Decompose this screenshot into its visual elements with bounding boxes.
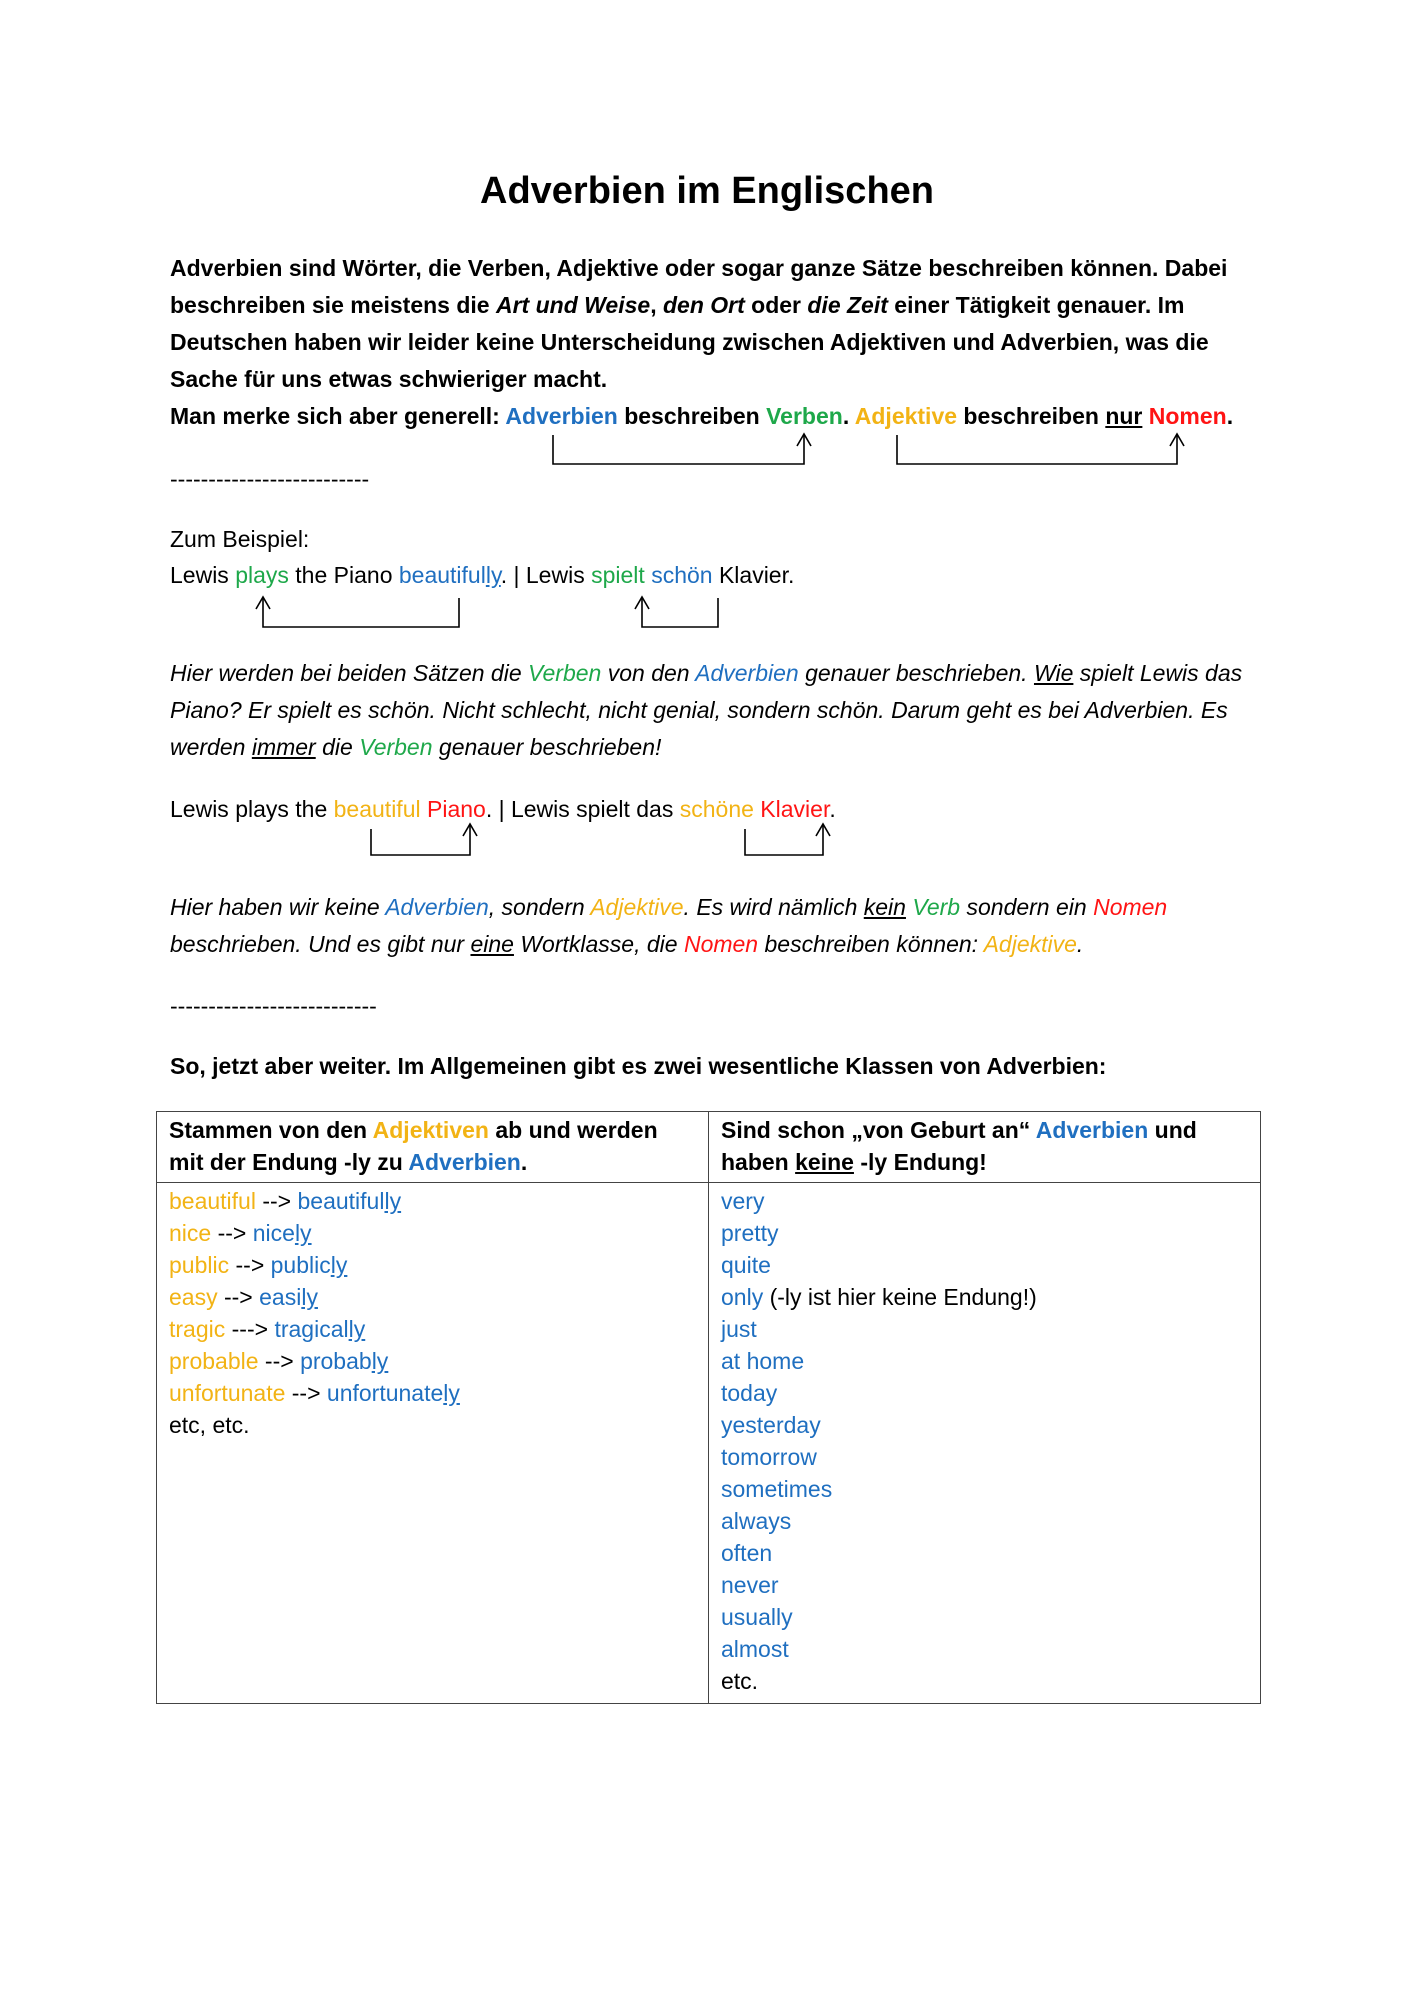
intro-text: oder: [744, 292, 808, 318]
ex2-piano: Piano: [427, 796, 486, 822]
arrow-text: -->: [211, 1220, 253, 1246]
exp2-text: , sondern: [488, 894, 591, 920]
intro-text: einer Tätigkeit genauer. Im Deutschen haben wir leider keine Unterscheidung zwischen Adjektiven und Adverbien, was die Sache für uns etwas schwieriger macht.: [170, 292, 1209, 392]
exp1-text: spielt Lewis das Piano? Er spielt es schön. Nicht schlecht, nicht genial, sondern schön. Darum geht es bei Adverbien. Es werden: [170, 660, 1243, 760]
exp2-text: .: [1076, 931, 1084, 957]
arrow-text: --->: [225, 1316, 275, 1342]
natural-adverb-row: [721, 1505, 1248, 1537]
arrow-text: -->: [255, 1188, 298, 1214]
exp1-text: von den: [601, 660, 696, 686]
ex2-beautiful: beautiful: [333, 796, 421, 822]
explanation-2: [170, 889, 1260, 963]
natural-adverb-row: [721, 1345, 1248, 1377]
transition-sentence: So, jetzt aber weiter. Im Allgemeinen gibt es zwei wesentliche Klassen von Adverbien:: [170, 1053, 1107, 1079]
natural-adverb-row: [721, 1633, 1248, 1665]
rule-nomen: Nomen: [1148, 403, 1227, 429]
derived-adverb-row: [169, 1345, 696, 1377]
adverb-word: [274, 1316, 365, 1342]
arrow-text: -->: [229, 1252, 271, 1278]
adjective-word: public: [169, 1252, 230, 1278]
ex2-schoene: schöne: [679, 796, 754, 822]
page-title: Adverbien im Englischen: [480, 170, 934, 212]
exp2-text: beschrieben. Und es gibt nur: [170, 931, 471, 957]
adverb-word: sometimes: [721, 1476, 833, 1502]
adverb-word: usually: [721, 1604, 793, 1630]
derived-adverb-row: [169, 1249, 696, 1281]
header-adjektiven: Adjektiven: [372, 1117, 489, 1143]
ex1-text: the Piano: [288, 562, 399, 588]
adverb-word: [298, 1188, 402, 1214]
adverb-word: always: [721, 1508, 792, 1534]
exp1-immer: immer: [251, 734, 316, 760]
arrow-schoene-klavier: [745, 824, 823, 855]
adverb-word: [271, 1252, 348, 1278]
adverb-stem: public: [270, 1252, 331, 1278]
exp2-text: beschreiben können:: [758, 931, 984, 957]
natural-adverb-row: [721, 1249, 1248, 1281]
rule-adjektive: Adjektive: [854, 403, 958, 429]
exp2-adjektive: Adjektive: [590, 894, 684, 920]
adverb-stem: probab: [300, 1348, 372, 1374]
adverb-word: tomorrow: [721, 1444, 817, 1470]
derived-adverb-row: [169, 1281, 696, 1313]
ly-suffix: ly: [371, 1348, 389, 1374]
intro-paragraph: [170, 250, 1260, 435]
ex1-text: Lewis: [170, 562, 236, 588]
ex2-klavier: Klavier: [760, 796, 830, 822]
exp2-nomen-2: Nomen: [683, 931, 759, 957]
adverb-word: almost: [721, 1636, 789, 1662]
header-text: ab und werden mit der Endung -ly zu: [169, 1117, 658, 1175]
derived-adverb-row: [169, 1217, 696, 1249]
adjective-word: beautiful: [169, 1188, 256, 1214]
exp2-kein: kein: [863, 894, 906, 920]
rule-text: .: [1226, 403, 1234, 429]
example-label: Zum Beispiel:: [170, 526, 310, 552]
natural-adverb-row: [721, 1473, 1248, 1505]
exp1-adverbien: Adverbien: [695, 660, 799, 686]
intro-text: ,: [650, 292, 663, 318]
adverb-stem: beautiful: [297, 1188, 385, 1214]
ly-suffix: ly: [330, 1252, 348, 1278]
natural-adverb-row: [721, 1537, 1248, 1569]
rule-prefix: Man merke sich aber generell:: [170, 403, 506, 429]
exp1-text: die: [315, 734, 360, 760]
derived-adverb-row: [169, 1185, 696, 1217]
rule-text: .: [842, 403, 855, 429]
adverb-word: [327, 1380, 460, 1406]
natural-adverb-row: [721, 1601, 1248, 1633]
adverb-stem: unfortunate: [326, 1380, 444, 1406]
exp2-verb: Verb: [912, 894, 961, 920]
natural-adverb-row: [721, 1313, 1248, 1345]
intro-die-zeit: die Zeit: [807, 292, 888, 318]
adjective-word: easy: [169, 1284, 218, 1310]
arrow-schoen-spielt: [642, 597, 718, 627]
ex1-schoen: schön: [651, 562, 713, 588]
arrow-head: [635, 597, 649, 609]
exp2-adjektive-2: Adjektive: [983, 931, 1077, 957]
header-adverbien: Adverbien: [1035, 1117, 1149, 1143]
ex1-spielt: spielt: [591, 562, 645, 588]
ex2-text: .: [829, 796, 836, 822]
arrow-beautiful-piano: [371, 824, 470, 855]
header-adverbien: Adverbien: [408, 1149, 521, 1175]
natural-adverb-row: [721, 1185, 1248, 1217]
adverb-word: yesterday: [721, 1412, 821, 1438]
ex1-ly-suffix: ly: [485, 562, 501, 588]
adverb-word: [300, 1348, 388, 1374]
ly-suffix: ly: [301, 1284, 318, 1310]
adverb-word: never: [721, 1572, 779, 1598]
arrow-adjektive-nomen: [897, 434, 1177, 464]
arrow-adverbien-verben: [553, 434, 804, 464]
adverb-stem: tragical: [274, 1316, 349, 1342]
rule-adverbien: Adverbien: [505, 403, 618, 429]
adverb-word: [259, 1284, 318, 1310]
ly-suffix: ly: [294, 1220, 312, 1246]
adjective-word: tragic: [169, 1316, 226, 1342]
adverb-word: only: [721, 1284, 764, 1310]
ex2-text: Lewis plays the: [170, 796, 334, 822]
natural-adverb-row: [721, 1377, 1248, 1409]
natural-adverb-row: [721, 1441, 1248, 1473]
ex1-text: . | Lewis: [500, 562, 592, 588]
adverb-word: pretty: [721, 1220, 779, 1246]
left-etc: etc, etc.: [169, 1412, 250, 1438]
natural-adverb-row: [721, 1217, 1248, 1249]
explanation-1: [170, 655, 1260, 766]
adverb-word: [253, 1220, 312, 1246]
adverb-word: at home: [721, 1348, 805, 1374]
header-text: Stammen von den: [169, 1117, 373, 1143]
header-text: und haben: [721, 1117, 1197, 1175]
natural-adverbs-cell: [709, 1183, 1261, 1704]
exp1-text: genauer beschrieben!: [432, 734, 662, 760]
adverb-word: often: [721, 1540, 773, 1566]
intro-art-und-weise: Art und Weise: [495, 292, 651, 318]
derived-adverb-row: [169, 1377, 696, 1409]
ly-suffix: ly: [348, 1316, 366, 1342]
arrow-head: [256, 597, 270, 609]
adverb-stem: nice: [252, 1220, 295, 1246]
arrow-text: -->: [217, 1284, 260, 1310]
header-text: .: [520, 1149, 528, 1175]
natural-adverb-row: [721, 1569, 1248, 1601]
separator-2: ---------------------------: [170, 993, 377, 1019]
separator-1: --------------------------: [170, 466, 370, 492]
rule-text: beschreiben: [957, 403, 1106, 429]
adjective-word: nice: [169, 1220, 212, 1246]
arrow-head: [1170, 434, 1184, 446]
exp2-text: Hier haben wir keine: [170, 894, 386, 920]
natural-adverbs-list: [721, 1185, 1248, 1665]
right-column-header: [709, 1112, 1261, 1183]
natural-adverb-row: [721, 1281, 1248, 1313]
header-text: -ly Endung!: [853, 1149, 987, 1175]
exp1-wie: Wie: [1033, 660, 1074, 686]
exp2-adverbien: Adverbien: [385, 894, 489, 920]
exp2-text: sondern ein: [960, 894, 1094, 920]
adverb-stem: easi: [259, 1284, 302, 1310]
derived-adverbs-list: [169, 1185, 696, 1409]
ex1-stem: beautiful: [398, 562, 486, 588]
adverb-word: just: [721, 1316, 757, 1342]
exp1-text: Hier werden bei beiden Sätzen die: [170, 660, 529, 686]
intro-den-ort: den Ort: [662, 292, 745, 318]
natural-adverb-row: [721, 1409, 1248, 1441]
arrow-text: -->: [258, 1348, 301, 1374]
ex2-text: . | Lewis spielt das: [485, 796, 680, 822]
adverb-classes-table: [156, 1111, 1261, 1704]
arrow-head: [797, 434, 811, 446]
intro-text: Adverbien sind Wörter, die Verben, Adjektive oder sogar ganze Sätze beschreiben können. Dabei beschreiben sie meistens die: [170, 255, 1228, 318]
adjective-word: unfortunate: [169, 1380, 286, 1406]
ly-suffix: ly: [384, 1188, 402, 1214]
rule-verben: Verben: [766, 403, 843, 429]
example-1-sentence: [170, 557, 1260, 594]
exp2-eine: eine: [470, 931, 514, 957]
derived-adverb-row: [169, 1313, 696, 1345]
adverb-word: very: [721, 1188, 765, 1214]
ly-suffix: ly: [443, 1380, 460, 1406]
ex1-beautifully: [399, 562, 501, 588]
exp2-text: . Es wird nämlich: [683, 894, 864, 920]
derived-adverbs-cell: [157, 1183, 709, 1704]
exp1-text: genauer beschrieben.: [798, 660, 1034, 686]
left-column-header: [157, 1112, 709, 1183]
right-etc: etc.: [721, 1668, 759, 1694]
example-2-sentence: [170, 791, 1260, 828]
adjective-word: probable: [169, 1348, 259, 1374]
exp1-verben-2: Verben: [359, 734, 433, 760]
arrow-beautifully-plays: [263, 597, 459, 627]
adverb-note: (-ly ist hier keine Endung!): [763, 1284, 1037, 1310]
ex1-plays: plays: [235, 562, 289, 588]
header-text: Sind schon „von Geburt an“: [721, 1117, 1036, 1143]
arrow-text: -->: [285, 1380, 327, 1406]
exp2-text: Wortklasse, die: [513, 931, 684, 957]
ex1-text: Klavier.: [712, 562, 795, 588]
exp1-verben: Verben: [528, 660, 602, 686]
adverb-word: today: [721, 1380, 778, 1406]
exp2-nomen: Nomen: [1093, 894, 1168, 920]
adverb-word: quite: [721, 1252, 771, 1278]
header-keine: keine: [795, 1149, 854, 1175]
rule-nur: nur: [1105, 403, 1143, 429]
rule-text: beschreiben: [617, 403, 767, 429]
